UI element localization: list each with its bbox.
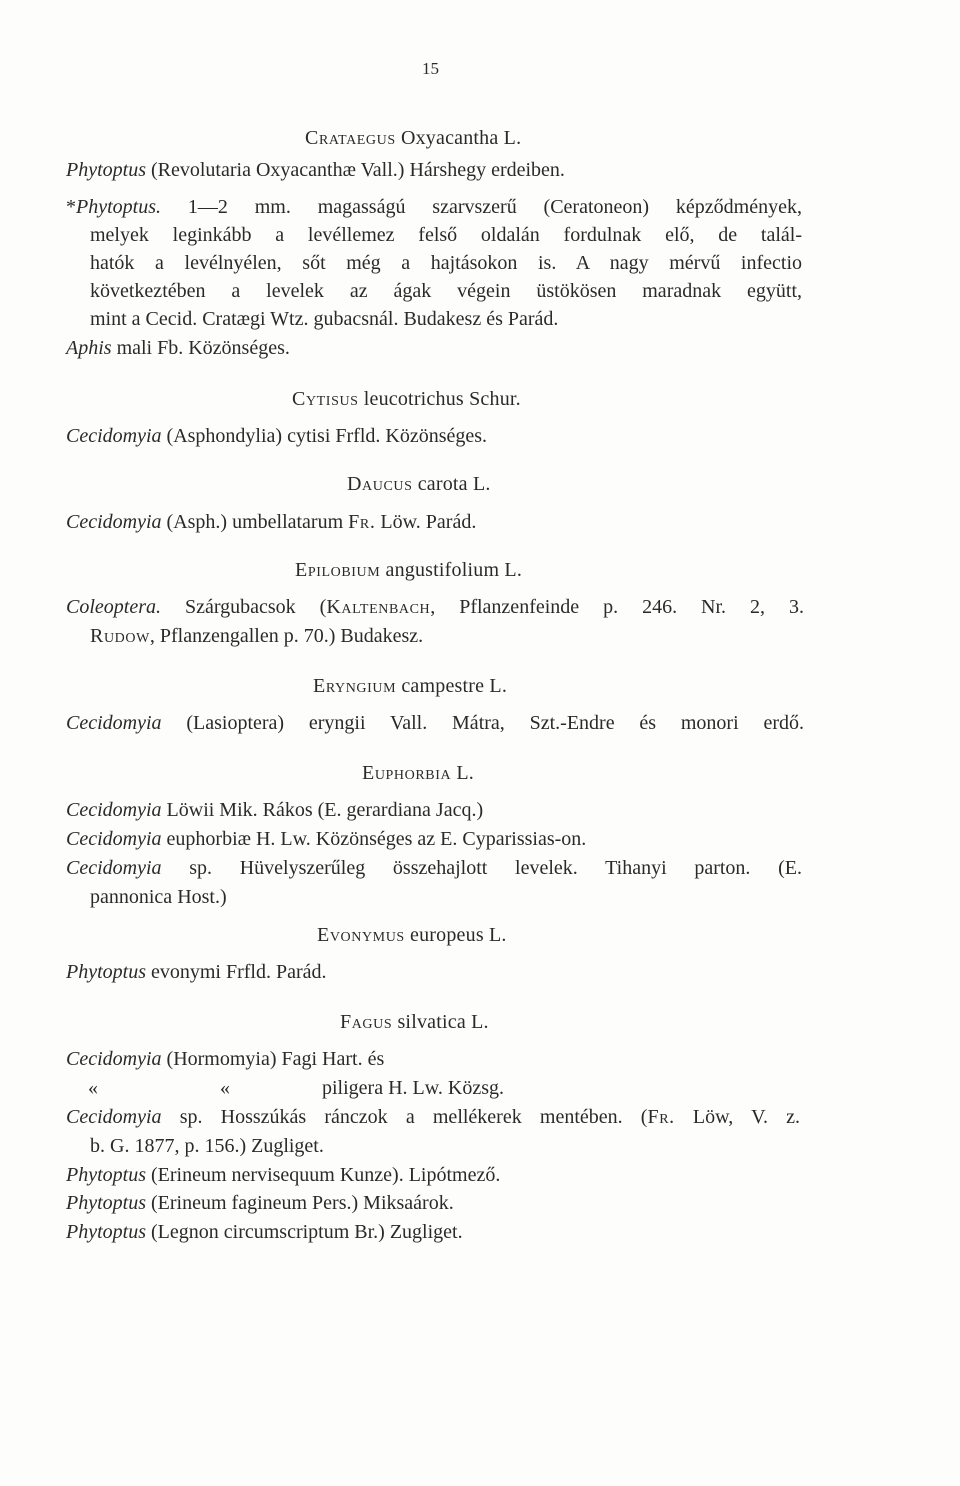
entry-line xyxy=(66,1104,800,1130)
genus-name: Fagus xyxy=(340,1011,393,1033)
entry-text: Löwii Mik. Rákos (E. gerardiana Jacq.) xyxy=(161,799,484,821)
species-name: carota L. xyxy=(417,473,491,495)
taxon-name: Cecidomyia xyxy=(66,712,162,734)
author-name: Rudow xyxy=(90,625,150,647)
section-heading-euphorbia xyxy=(362,760,474,786)
entry-line xyxy=(90,222,802,248)
section-heading-fagus xyxy=(340,1009,489,1035)
genus-name: Cytisus xyxy=(292,388,359,410)
entry-text: következtében a levelek az ágak végein üstökösen maradnak együtt, xyxy=(90,280,802,302)
genus-name: Euphorbia xyxy=(362,762,452,784)
entry-text: hatók a levélnyélen, sőt még a hajtásokon is. A nagy mérvű infectio xyxy=(90,252,802,274)
entry-text: melyek leginkább a levéllemez felső oldalán fordulnak elő, de talál- xyxy=(90,224,802,246)
author-name: Kaltenbach xyxy=(326,596,431,618)
entry-text: (Asphondylia) cytisi Frfld. Közönséges. xyxy=(161,425,488,447)
author-name: Fr. xyxy=(348,511,376,533)
entry-line xyxy=(90,884,227,910)
entry-text: mali Fb. Közönséges. xyxy=(111,337,290,359)
entry-line xyxy=(90,1133,324,1159)
entry-text: evonymi Frfld. Parád. xyxy=(146,961,327,983)
entry-line xyxy=(66,1162,500,1188)
taxon-name: Phytoptus xyxy=(66,1221,146,1243)
species-name: L. xyxy=(456,762,475,784)
taxon-name: Phytoptus xyxy=(66,1192,146,1214)
genus-name: Crataegus xyxy=(305,127,396,149)
taxon-name: Phytoptus. xyxy=(76,196,161,218)
taxon-name: Phytoptus xyxy=(66,961,146,983)
entry-line xyxy=(66,797,483,823)
taxon-name: Cecidomyia xyxy=(66,425,162,447)
entry-text: (Legnon circumscriptum Br.) Zugliget. xyxy=(146,1221,463,1243)
ditto-mark: « xyxy=(220,1077,230,1099)
species-name: campestre L. xyxy=(401,675,508,697)
entry-text: b. G. 1877, p. 156.) Zugliget. xyxy=(90,1135,324,1157)
species-name: angustifolium L. xyxy=(385,559,523,581)
entry-line xyxy=(66,509,476,535)
entry-line xyxy=(90,250,802,276)
taxon-name: Cecidomyia xyxy=(66,857,162,879)
entry-text: 1—2 mm. magasságú szarvszerű (Ceratoneon) képződmények, xyxy=(161,196,802,218)
section-heading-daucus xyxy=(347,471,491,497)
entry-text: (Erineum nervisequum Kunze). Lipótmező. xyxy=(146,1164,501,1186)
entry-text: mint a Cecid. Cratægi Wtz. gubacsnál. Budakesz és Parád. xyxy=(90,308,559,330)
species-name: leucotrichus Schur. xyxy=(363,388,521,410)
genus-name: Daucus xyxy=(347,473,413,495)
species-name: europeus L. xyxy=(410,924,507,946)
entry-text: Szárgubacsok ( xyxy=(161,596,327,618)
entry-line xyxy=(90,306,558,332)
taxon-name: Cecidomyia xyxy=(66,799,162,821)
entry-line xyxy=(66,157,565,183)
section-heading-eryngium xyxy=(313,673,507,699)
page-number: 15 xyxy=(422,59,439,78)
entry-text: (Erineum fagineum Pers.) Miksaárok. xyxy=(146,1192,454,1214)
entry-text: , Pflanzengallen p. 70.) Budakesz. xyxy=(149,625,424,647)
entry-line xyxy=(322,1075,504,1101)
genus-name: Eryngium xyxy=(313,675,397,697)
entry-text: euphorbiæ H. Lw. Közönséges az E. Cyparissias-on. xyxy=(161,828,587,850)
entry-line xyxy=(66,335,290,361)
section-heading-evonymus xyxy=(317,922,507,948)
entry-line xyxy=(66,1046,384,1072)
entry-line xyxy=(66,826,586,852)
author-name: Fr. xyxy=(647,1106,675,1128)
entry-line xyxy=(66,1219,463,1245)
taxon-name: Cecidomyia xyxy=(66,1106,162,1128)
taxon-name: Cecidomyia xyxy=(66,511,162,533)
entry-text: Löw. Parád. xyxy=(375,511,477,533)
taxon-name: Cecidomyia xyxy=(66,1048,162,1070)
taxon-name: Aphis xyxy=(66,337,112,359)
entry-line xyxy=(66,1190,454,1216)
section-heading-cytisus xyxy=(292,386,521,412)
entry-line xyxy=(220,1075,230,1101)
genus-name: Epilobium xyxy=(295,559,381,581)
entry-text: , Pflanzenfeinde p. 246. Nr. 2, 3. xyxy=(430,596,804,618)
entry-line xyxy=(66,959,327,985)
entry-text: sp. Hüvelyszerűleg összehajlott levelek. Tihanyi parton. (E. xyxy=(161,857,802,879)
entry-text: sp. Hosszúkás ránczok a mellékerek mentében. ( xyxy=(161,1106,648,1128)
entry-line xyxy=(90,278,802,304)
section-heading-crataegus xyxy=(305,125,521,151)
entry-line xyxy=(90,623,423,649)
entry-text: (Revolutaria Oxyacanthæ Vall.) Hárshegy erdeiben. xyxy=(146,159,565,181)
entry-line xyxy=(88,1075,98,1101)
genus-name: Evonymus xyxy=(317,924,405,946)
footnote-marker: * xyxy=(66,196,76,218)
entry-text: piligera H. Lw. Közsg. xyxy=(322,1077,504,1099)
ditto-mark: « xyxy=(88,1077,98,1099)
taxon-name: Coleoptera. xyxy=(66,596,161,618)
taxon-name: Cecidomyia xyxy=(66,828,162,850)
entry-text: (Asph.) umbellatarum xyxy=(161,511,349,533)
species-name: silvatica L. xyxy=(397,1011,489,1033)
entry-text: (Lasioptera) eryngii Vall. Mátra, Szt.-Endre és monori erdő. xyxy=(161,712,804,734)
entry-line xyxy=(66,855,802,881)
entry-text: (Hormomyia) Fagi Hart. és xyxy=(161,1048,385,1070)
entry-line xyxy=(66,710,804,736)
taxon-name: Phytoptus xyxy=(66,159,146,181)
entry-text: Löw, V. z. xyxy=(674,1106,800,1128)
species-name: Oxyacantha L. xyxy=(400,127,522,149)
taxon-name: Phytoptus xyxy=(66,1164,146,1186)
entry-line xyxy=(66,594,804,620)
entry-line xyxy=(66,423,487,449)
entry-line xyxy=(66,194,802,220)
section-heading-epilobium xyxy=(295,557,522,583)
entry-text: pannonica Host.) xyxy=(90,886,227,908)
